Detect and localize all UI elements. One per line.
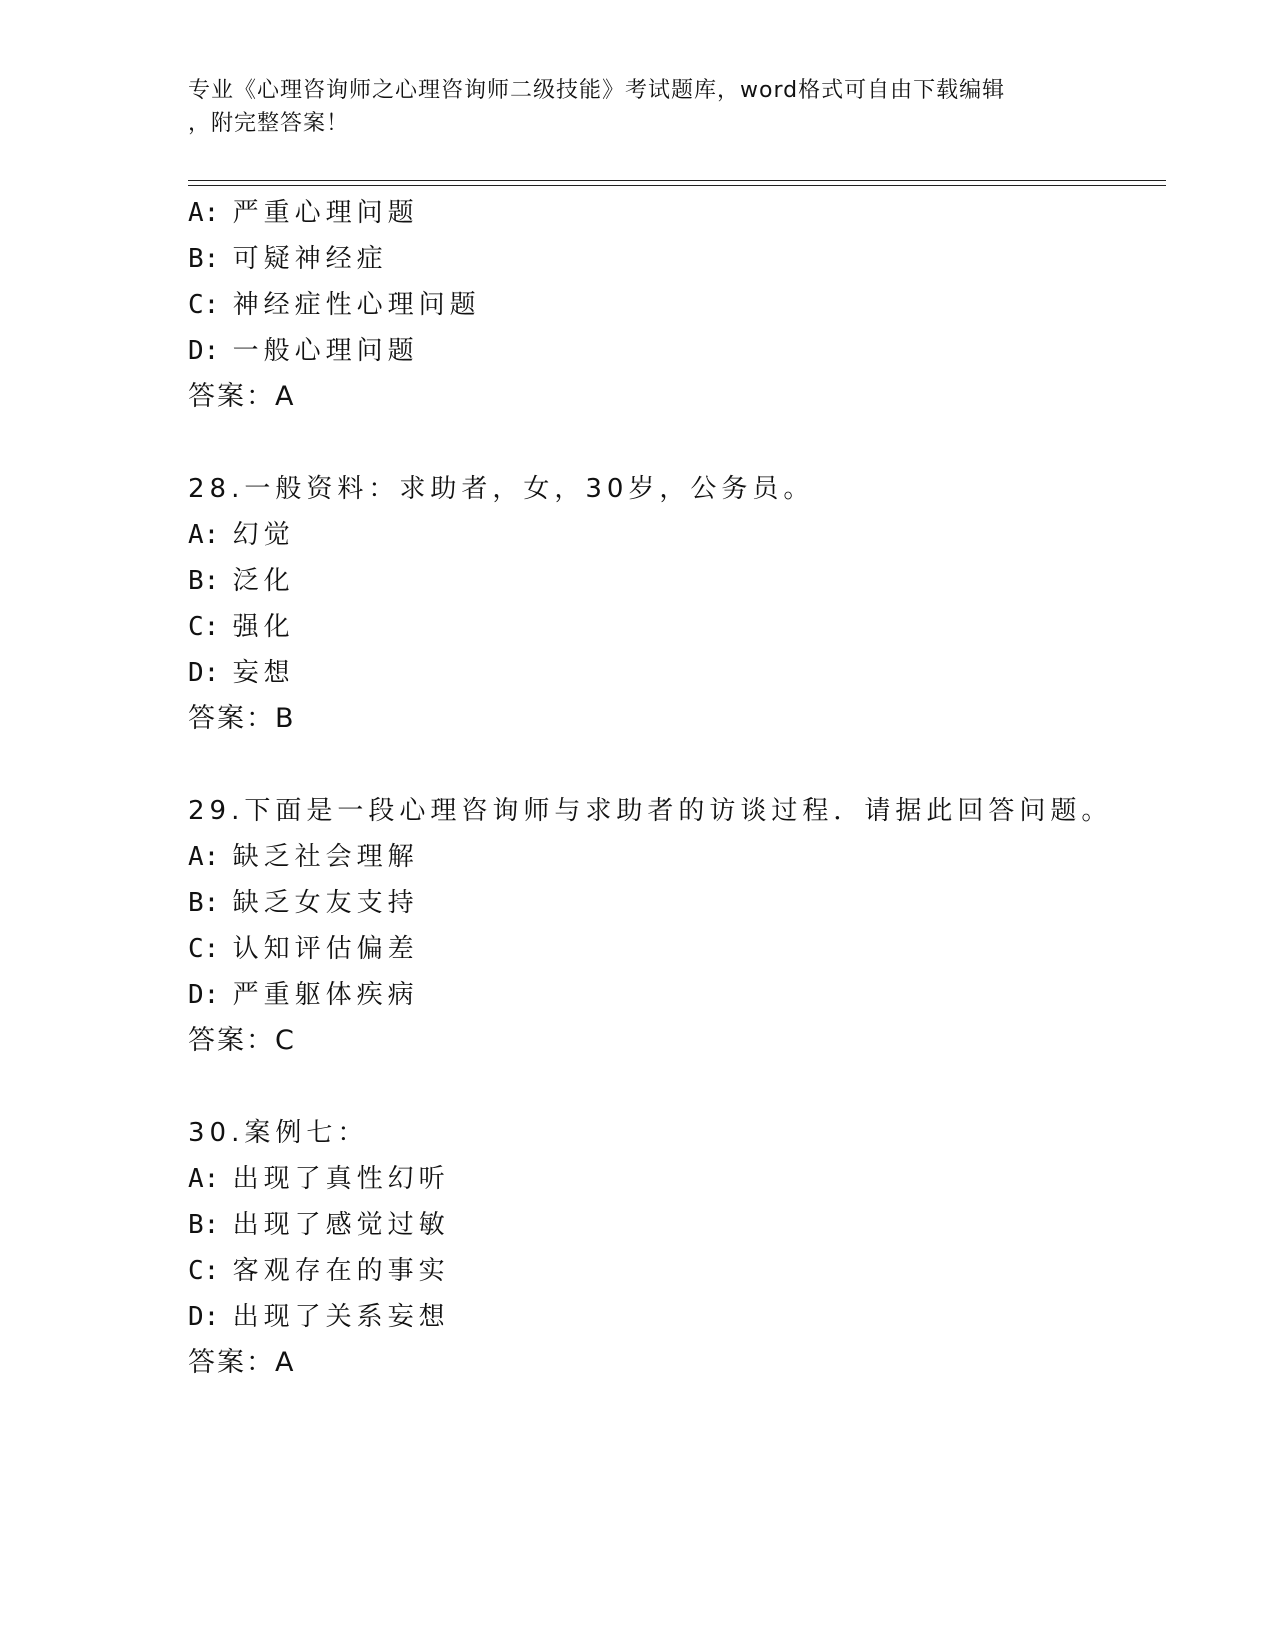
header-line-2: ，附完整答案！	[188, 111, 350, 136]
spacer	[188, 742, 1168, 788]
option-a: A: 缺乏社会理解	[188, 842, 419, 872]
question-block	[188, 190, 1168, 420]
question-stem: 28.一般资料：求助者，女，30岁，公务员。	[188, 474, 815, 504]
option-c: C: 强化	[188, 612, 295, 642]
option-b: B: 可疑神经症	[188, 244, 388, 274]
answer-line: 答案：A	[188, 381, 296, 412]
option-a: A: 出现了真性幻听	[188, 1164, 450, 1194]
question-stem: 29.下面是一段心理咨询师与求助者的访谈过程．请据此回答问题。	[188, 796, 1113, 826]
option-b: B: 出现了感觉过敏	[188, 1210, 450, 1240]
option-d: D: 出现了关系妄想	[188, 1302, 450, 1332]
option-b: B: 缺乏女友支持	[188, 888, 419, 918]
option-a: A: 严重心理问题	[188, 198, 419, 228]
answer-line: 答案：A	[188, 1347, 296, 1378]
option-d: D: 一般心理问题	[188, 336, 419, 366]
answer-line: 答案：C	[188, 1025, 296, 1056]
question-block	[188, 466, 1168, 742]
option-c: C: 认知评估偏差	[188, 934, 419, 964]
header-divider-top	[188, 180, 1166, 181]
option-d: D: 妄想	[188, 658, 295, 688]
option-c: C: 神经症性心理问题	[188, 290, 481, 320]
question-block	[188, 788, 1168, 1064]
option-b: B: 泛化	[188, 566, 295, 596]
spacer	[188, 420, 1168, 466]
document-header	[188, 74, 1088, 140]
answer-line: 答案：B	[188, 703, 296, 734]
header-divider-bottom	[188, 185, 1166, 186]
question-block	[188, 1110, 1168, 1386]
question-stem: 30.案例七：	[188, 1118, 369, 1148]
header-line-1: 专业《心理咨询师之心理咨询师二级技能》考试题库，word格式可自由下载编辑	[188, 78, 1006, 103]
spacer	[188, 1064, 1168, 1110]
question-list	[188, 190, 1168, 1386]
option-d: D: 严重躯体疾病	[188, 980, 419, 1010]
option-a: A: 幻觉	[188, 520, 295, 550]
option-c: C: 客观存在的事实	[188, 1256, 450, 1286]
